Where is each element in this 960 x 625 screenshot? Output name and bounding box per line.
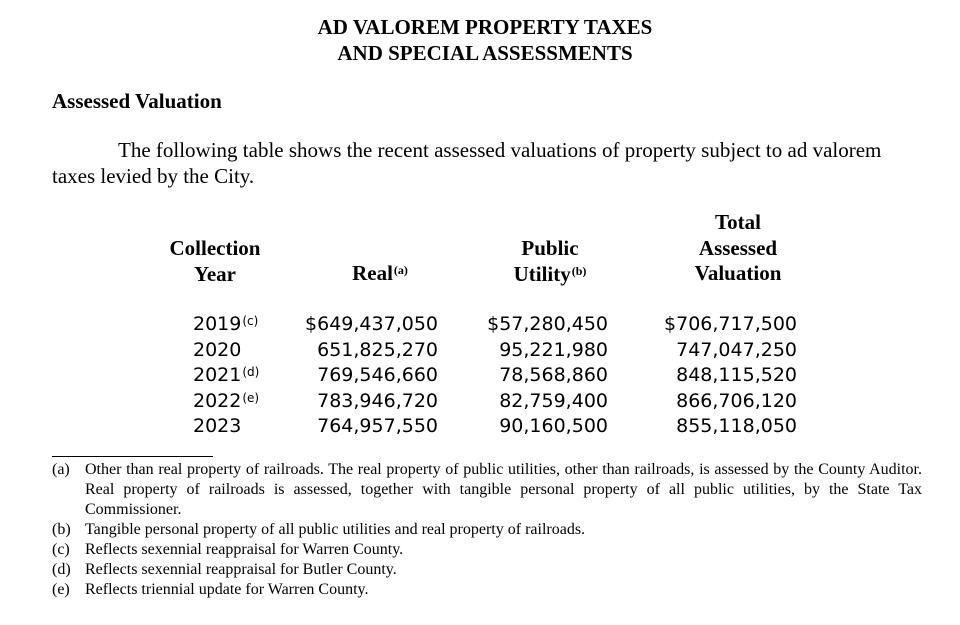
table-cell-utility: 95,221,980 <box>499 338 608 361</box>
table-cell-real: $649,437,050 <box>305 313 438 335</box>
intro-text: The following table shows the recent assessed valuations of property subject to ad valorem taxes levied by the City. <box>52 138 882 188</box>
table-cell-total: 747,047,250 <box>676 338 797 361</box>
header-real: Real$^{(a)}$ <box>352 261 408 285</box>
header-real-note: (a) <box>393 263 408 277</box>
footnote-d: (d) Reflects sexennial reappraisal for Butler County. <box>52 561 397 578</box>
table-cell-utility: 78,568,860 <box>499 364 608 386</box>
column-year <box>193 312 259 440</box>
table-cell-utility: $57,280,450 <box>487 313 608 335</box>
table-cell-year: 2019$^{(c)}$ <box>193 313 259 335</box>
table-cell-total: 848,115,520 <box>676 364 797 386</box>
table-cell-year: 2023 <box>193 415 242 437</box>
footnote-a: (a) Other than real property of railroads. The real property of public utilities, other than railroads, is assessed by the County Auditor. Real property of railroads is assessed, together with tangible personal property of all public utilities, by the State Tax Commissioner. <box>52 461 922 518</box>
title-line-2: AND SPECIAL ASSESSMENTS <box>337 41 633 65</box>
footnote-c: (c) Reflects sexennial reappraisal for Warren County. <box>52 541 404 558</box>
footnote-e: (e) Reflects triennial update for Warren County. <box>52 581 369 598</box>
header-total-valuation: Total Assessed Valuation <box>694 210 782 285</box>
table-cell-year: 2020 <box>193 338 242 361</box>
table-cell-real: 769,546,660 <box>317 364 438 386</box>
column-total-valuation <box>656 312 797 440</box>
footnotes <box>52 460 922 600</box>
table-cell-total: $706,717,500 <box>664 313 797 335</box>
header-collection-year: Collection Year <box>169 236 261 286</box>
footnote-b: (b) Tangible personal property of all public utilities and real property of railroads. <box>52 521 586 538</box>
table-cell-total: 866,706,120 <box>676 389 797 412</box>
page-title <box>0 14 960 66</box>
table-cell-year: 2021$^{(d)}$ <box>193 364 260 386</box>
column-real <box>300 312 438 440</box>
table-cell-total: 855,118,050 <box>676 415 797 437</box>
section-heading: Assessed Valuation <box>52 89 222 113</box>
table-cell-real: 651,825,270 <box>317 338 438 361</box>
table-cell-utility: 90,160,500 <box>499 415 608 437</box>
table-cell-real: 783,946,720 <box>317 389 438 412</box>
table-cell-real: 764,957,550 <box>317 415 438 437</box>
intro-paragraph <box>52 137 922 189</box>
header-public-utility: Public Utility$^{(b)}$ <box>513 236 587 286</box>
title-line-1: AD VALOREM PROPERTY TAXES <box>317 15 653 39</box>
footnote-divider <box>52 456 213 457</box>
header-utility-note: (b) <box>571 263 587 278</box>
table-cell-utility: 82,759,400 <box>499 389 608 412</box>
column-public-utility <box>480 312 608 440</box>
table-cell-year: 2022$^{(e)}$ <box>193 389 260 412</box>
